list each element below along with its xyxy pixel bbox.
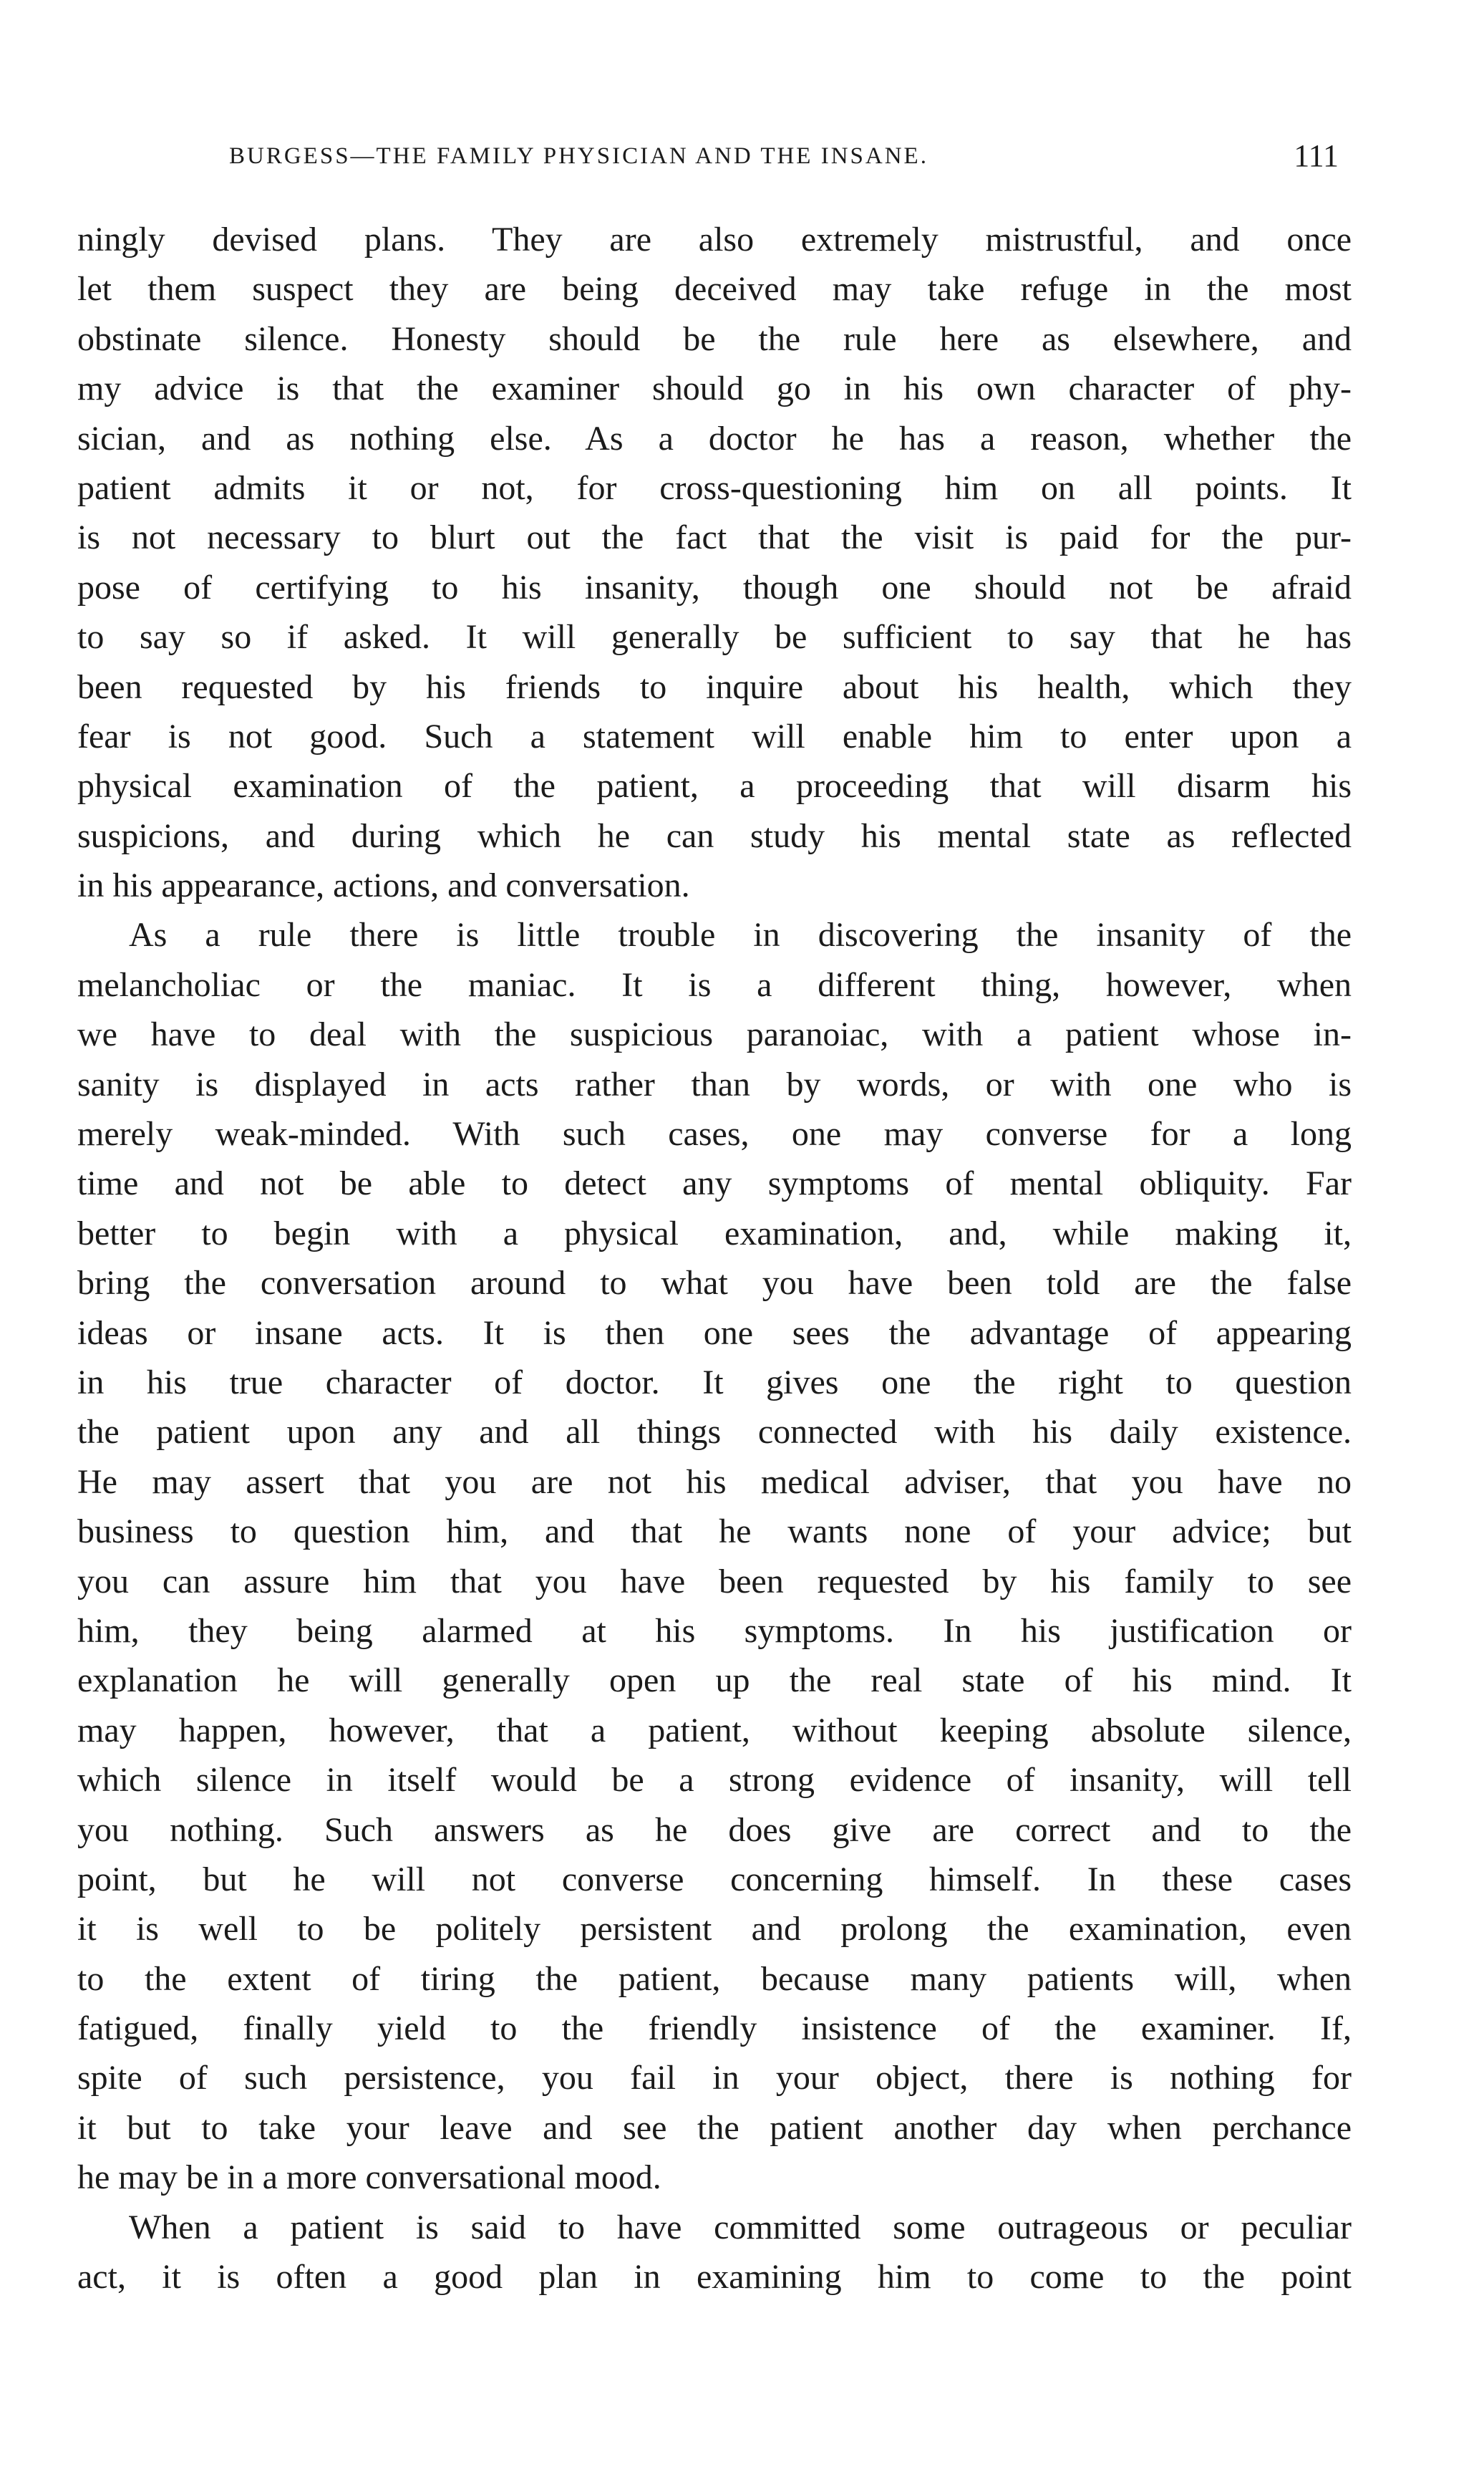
text-line: sanity is displayed in acts rather than by words, or with one who is (77, 1065, 1352, 1104)
paragraph-start-line: As a rule there is little trouble in discovering the insanity of the (129, 916, 1352, 955)
text-line: you nothing. Such answers as he does give are correct and to the (77, 1810, 1352, 1849)
text-line: we have to deal with the suspicious paranoiac, with a patient whose in- (77, 1015, 1352, 1054)
text-line: time and not be able to detect any symptoms of mental obliquity. Far (77, 1164, 1352, 1203)
text-line: obstinate silence. Honesty should be the rule here as elsewhere, and (77, 319, 1352, 358)
text-line: which silence in itself would be a strong evidence of insanity, will tell (77, 1761, 1352, 1800)
text-line: ideas or insane acts. It is then one sees the advantage of appearing (77, 1313, 1352, 1352)
text-line: act, it is often a good plan in examining him to come to the point (77, 2258, 1352, 2297)
text-line: to the extent of tiring the patient, because many patients will, when (77, 1959, 1352, 1998)
text-line: sician, and as nothing else. As a doctor he has a reason, whether the (77, 419, 1352, 458)
text-line: may happen, however, that a patient, without keeping absolute silence, (77, 1711, 1352, 1749)
text-line: it but to take your leave and see the patient another day when perchance (77, 2108, 1352, 2147)
text-line: spite of such persistence, you fail in your object, there is nothing for (77, 2059, 1352, 2097)
text-line: been requested by his friends to inquire about his health, which they (77, 667, 1352, 706)
text-line: suspicions, and during which he can study his mental state as reflected (77, 816, 1352, 855)
text-line: ningly devised plans. They are also extremely mistrustful, and once (77, 221, 1352, 259)
text-line: is not necessary to blurt out the fact that the visit is paid for the pur- (77, 518, 1352, 557)
text-line: in his true character of doctor. It gives one the right to question (77, 1363, 1352, 1401)
paragraph-start-line: When a patient is said to have committed some outrageous or peculiar (129, 2208, 1352, 2246)
text-line: better to begin with a physical examination, and, while making it, (77, 1214, 1352, 1252)
paragraph-end-line: he may be in a more conversational mood. (77, 2158, 661, 2197)
running-title: BURGESS—THE FAMILY PHYSICIAN AND THE INSANE. (229, 143, 928, 169)
page-number: 111 (1294, 138, 1339, 173)
text-line: merely weak-minded. With such cases, one may converse for a long (77, 1115, 1352, 1154)
running-head (193, 137, 1339, 180)
text-line: point, but he will not converse concerning himself. In these cases (77, 1860, 1352, 1898)
text-line: physical examination of the patient, a proceeding that will disarm his (77, 767, 1352, 806)
text-line: business to question him, and that he wants none of your advice; but (77, 1512, 1352, 1551)
text-line: pose of certifying to his insanity, though one should not be afraid (77, 568, 1352, 607)
text-line: him, they being alarmed at his symptoms. In his justification or (77, 1611, 1352, 1650)
text-line: fear is not good. Such a statement will enable him to enter upon a (77, 717, 1352, 755)
text-line: explanation he will generally open up the real state of his mind. It (77, 1661, 1352, 1700)
text-line: He may assert that you are not his medical adviser, that you have no (77, 1462, 1352, 1501)
text-line: my advice is that the examiner should go in his own character of phy- (77, 370, 1352, 408)
text-line: it is well to be politely persistent and prolong the examination, even (77, 1910, 1352, 1949)
paragraph-end-line: in his appearance, actions, and conversation. (77, 866, 690, 905)
body-text (77, 215, 1352, 2302)
text-line: bring the conversation around to what you have been told are the false (77, 1264, 1352, 1303)
text-line: the patient upon any and all things connected with his daily existence. (77, 1413, 1352, 1452)
text-line: you can assure him that you have been requested by his family to see (77, 1562, 1352, 1600)
text-line: patient admits it or not, for cross-questioning him on all points. It (77, 468, 1352, 507)
text-line: to say so if asked. It will generally be sufficient to say that he has (77, 618, 1352, 657)
text-line: let them suspect they are being deceived may take refuge in the most (77, 270, 1352, 309)
text-line: fatigued, finally yield to the friendly insistence of the examiner. If, (77, 2009, 1352, 2048)
text-line: melancholiac or the maniac. It is a different thing, however, when (77, 965, 1352, 1004)
